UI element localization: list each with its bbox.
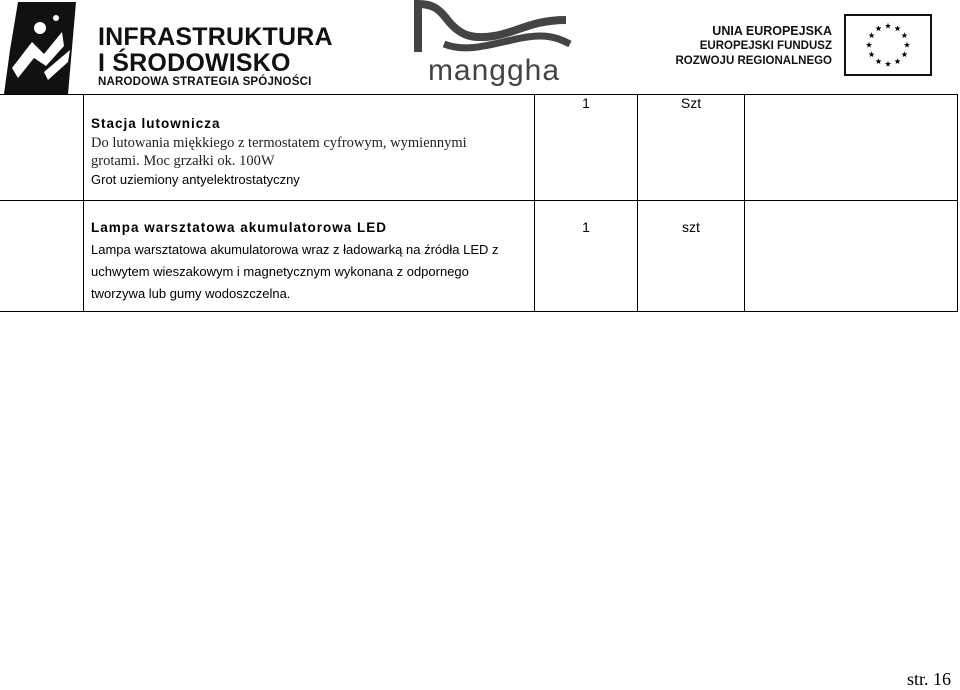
- infrastruktura-logo: [4, 2, 334, 92]
- item-desc-line: Lampa warsztatowa akumulatorowa wraz z ładowarką na źródła LED z: [91, 242, 499, 257]
- page-number: str. 16: [906, 669, 951, 689]
- unit-cell: szt: [638, 201, 745, 312]
- price-cell: [745, 201, 958, 312]
- eu-text: [675, 24, 832, 69]
- lp-cell: [0, 201, 84, 312]
- nss-emblem-icon: [4, 2, 84, 94]
- item-desc-line: Grot uziemiony antyelektrostatyczny: [91, 171, 300, 187]
- manggha-wordmark: manggha: [427, 54, 561, 87]
- item-title: Stacja lutownicza: [91, 116, 221, 131]
- logo-title: [98, 24, 333, 76]
- eu-logo: [675, 14, 940, 80]
- lp-cell: [0, 95, 84, 201]
- eu-line3: ROZWOJU REGIONALNEGO: [675, 55, 832, 67]
- item-desc-line: tworzywa lub gumy wodoszczelna.: [91, 286, 291, 301]
- manggha-logo: [414, 0, 574, 94]
- item-title: Lampa warsztatowa akumulatorowa LED: [91, 220, 388, 235]
- manggha-wave-icon: [414, 0, 574, 56]
- description-cell: [84, 95, 535, 201]
- page-header: [0, 0, 960, 94]
- logo-title-line1: INFRASTRUKTURA: [98, 23, 333, 51]
- spec-table: [0, 94, 958, 312]
- eu-line1: UNIA EUROPEJSKA: [712, 24, 832, 38]
- unit-cell: Szt: [638, 95, 745, 201]
- quantity-cell: 1: [535, 201, 638, 312]
- item-desc-line: Do lutowania miękkiego z termostatem cyfrowym, wymiennymi: [91, 134, 467, 151]
- item-desc-line: grotami. Moc grzałki ok. 100W: [91, 153, 275, 169]
- table-row: [0, 201, 958, 312]
- eu-line2: EUROPEJSKI FUNDUSZ: [699, 40, 832, 52]
- price-cell: [745, 95, 958, 201]
- item-desc-line: uchwytem wieszakowym i magnetycznym wykonana z odpornego: [91, 264, 469, 279]
- logo-title-line2: I ŚRODOWISKO: [98, 49, 291, 77]
- eu-flag-icon: [844, 14, 932, 76]
- table-row: [0, 95, 958, 201]
- quantity-cell: 1: [535, 95, 638, 201]
- logo-subtitle: NARODOWA STRATEGIA SPÓJNOŚCI: [98, 76, 312, 88]
- description-cell: [84, 201, 535, 312]
